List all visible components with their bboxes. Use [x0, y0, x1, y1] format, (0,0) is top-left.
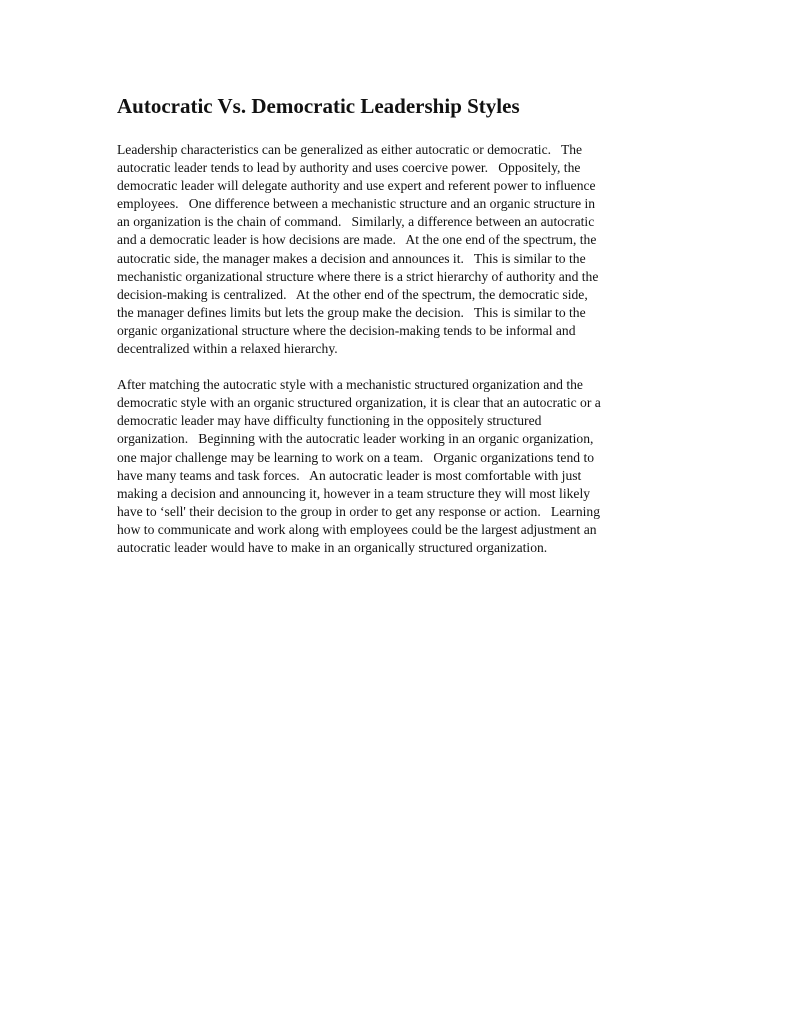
- paragraph-line: autocratic side, the manager makes a decision and announces it. This is similar to the: [117, 250, 586, 266]
- document-body: [117, 92, 677, 575]
- paragraph-1: [117, 141, 677, 358]
- paragraph-line: an organization is the chain of command. Similarly, a difference between an autocratic: [117, 214, 595, 230]
- paragraph-line: autocratic leader would have to make in an organically structured organization.: [117, 539, 548, 555]
- paragraph-2: [117, 376, 677, 557]
- paragraph-line: and a democratic leader is how decisions are made. At the one end of the spectrum, the: [117, 232, 597, 248]
- paragraph-line: democratic leader will delegate authority and use expert and referent power to influence: [117, 178, 596, 194]
- paragraph-line: Leadership characteristics can be generalized as either autocratic or democratic. The: [117, 142, 583, 157]
- paragraph-line: autocratic leader tends to lead by authority and uses coercive power. Oppositely, the: [117, 160, 581, 176]
- paragraph-line: After matching the autocratic style with a mechanistic structured organization and the: [117, 377, 583, 393]
- paragraph-line: how to communicate and work along with employees could be the largest adjustment an: [117, 521, 597, 537]
- paragraph-line: organic organizational structure where the decision-making tends to be informal and: [117, 322, 576, 338]
- paragraph-line: have to ‘sell' their decision to the group in order to get any response or action. Learning: [117, 503, 600, 519]
- paragraph-line: democratic leader may have difficulty functioning in the oppositely structured: [117, 413, 542, 429]
- document-title: Autocratic Vs. Democratic Leadership Styles: [117, 94, 520, 118]
- paragraph-line: making a decision and announcing it, however in a team structure they will most likely: [117, 485, 591, 501]
- paragraph-line: the manager defines limits but lets the group make the decision. This is similar to the: [117, 304, 586, 320]
- paragraph-line: have many teams and task forces. An autocratic leader is most comfortable with just: [117, 467, 582, 483]
- paragraph-line: decentralized within a relaxed hierarchy.: [117, 341, 338, 357]
- paragraph-line: democratic style with an organic structured organization, it is clear that an autocratic or a: [117, 395, 601, 411]
- paragraph-line: one major challenge may be learning to work on a team. Organic organizations tend to: [117, 449, 595, 465]
- paragraph-line: decision-making is centralized. At the other end of the spectrum, the democratic side,: [117, 286, 588, 302]
- paragraph-line: employees. One difference between a mechanistic structure and an organic structure in: [117, 196, 596, 212]
- paragraph-line: organization. Beginning with the autocratic leader working in an organic organization,: [117, 431, 594, 447]
- paragraph-line: mechanistic organizational structure where there is a strict hierarchy of authority and the: [117, 268, 599, 284]
